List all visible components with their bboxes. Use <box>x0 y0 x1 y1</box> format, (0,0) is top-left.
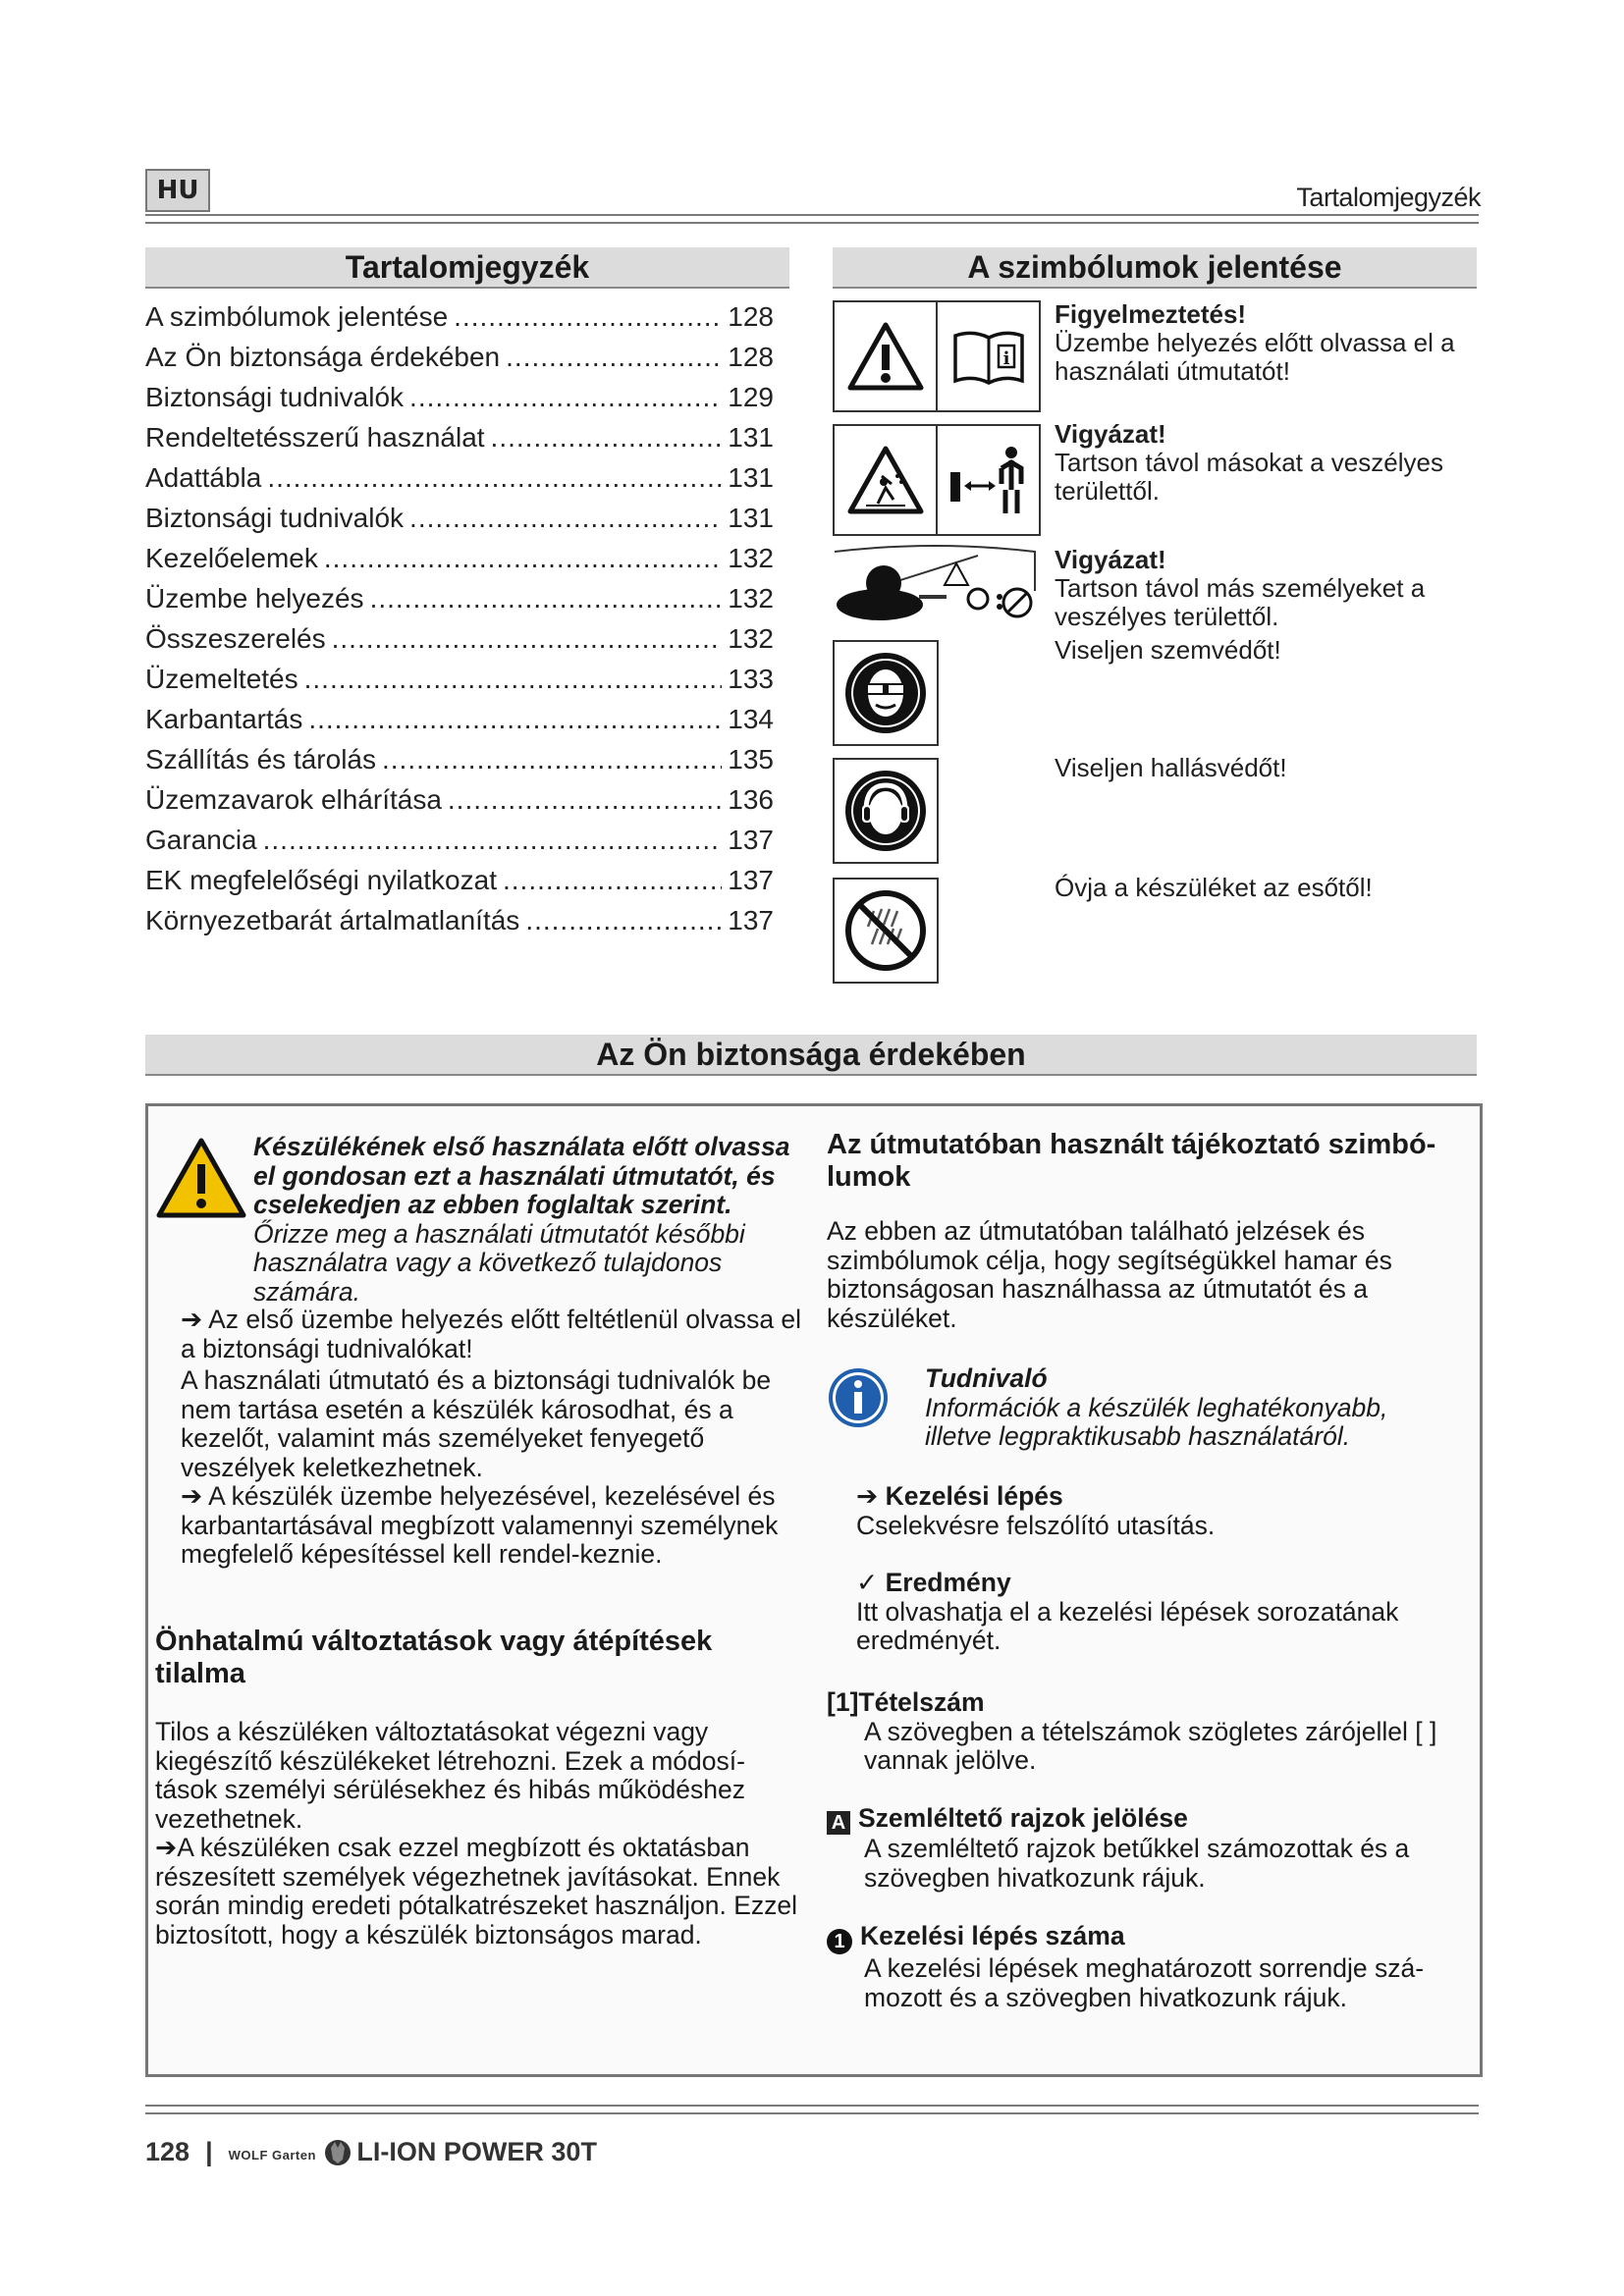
step-number-block: 1 Kezelési lépés száma A kezelési lépések meghatározott sorrendje szá-mozott és a szövegben hivatkozunk rájuk. <box>827 1922 1475 2012</box>
ear-protection-icon <box>835 760 937 862</box>
manual-book-icon <box>936 302 1039 410</box>
model-name: LI-ION POWER 30T <box>356 2136 597 2166</box>
arrow-icon: ➔ <box>181 1481 209 1511</box>
toc-entry[interactable]: Kezelőelemek ..... 132 <box>145 538 774 578</box>
brand-logo: WOLF Garten <box>229 2136 353 2167</box>
info-symbols-heading: Az útmutatóban használt tájékoztató szimbó-lumok <box>827 1129 1436 1193</box>
step-number-badge: 1 <box>827 1929 852 1954</box>
toc-entry[interactable]: Biztonsági tudnivalók ..... 131 <box>145 498 774 538</box>
toc-entry[interactable]: Biztonsági tudnivalók ..... 129 <box>145 377 774 417</box>
warning-triangle-icon <box>835 302 936 410</box>
tip-block: Tudnivaló Információk a készülék leghatékonyabb, illetve legpraktikusabb használatáról. <box>925 1363 1388 1451</box>
check-icon: ✓ <box>856 1568 886 1597</box>
warning-paragraph: Készülékének első használata előtt olvassa el gondosan ezt a használati útmutatót, és cselekedjen az ebben foglaltak szerint. Őrizze meg a használati útmutatót későbbi használatra vagy a következő tulajdonos számára. <box>253 1132 790 1307</box>
toc-entry[interactable]: Üzemzavarok elhárítása ..... 136 <box>145 779 774 820</box>
thrown-objects-warning-icon <box>835 426 936 534</box>
no-rain-icon <box>835 880 937 982</box>
toc-entry[interactable]: Adattábla ..... 131 <box>145 457 774 498</box>
language-badge: HU <box>145 169 210 212</box>
para-consequences: A használati útmutató és a biztonsági tudnivalók be nem tartása esetén a készülék károsodhat, és a kezelőt, valamint más személyeket fenyegető veszélyek keletkezhetnek. <box>181 1365 772 1482</box>
symbol-text-4: Viseljen szemvédőt! <box>1055 635 1281 665</box>
wolf-head-icon <box>323 2138 352 2167</box>
illustration-letter-badge: A <box>827 1811 850 1835</box>
info-icon <box>827 1366 890 1434</box>
symbol-text-3: Vigyázat! Tartson távol más személyeket a veszélyes területtől. <box>1055 545 1426 631</box>
toc-title: Tartalomjegyzék <box>145 247 789 289</box>
symbol-text-2: Vigyázat! Tartson távol másokat a veszélyes területtől. <box>1055 419 1443 506</box>
modification-heading: Önhatalmú változtatások vagy átépítések tilalma <box>155 1626 713 1689</box>
symbol-eye-protection <box>833 640 939 746</box>
info-symbols-text: Az ebben az útmutatóban található jelzések és szimbólumok célja, hogy segítségükkel hamar és biztonságosan használhassa az útmutatót és a készüléket. <box>827 1216 1392 1333</box>
step-read-safety: ➔ Az első üzembe helyezés előtt feltétlenül olvassa el a biztonsági tudnivalókat! <box>181 1305 802 1363</box>
symbol-ear-protection <box>833 758 939 864</box>
page-number: 128 <box>145 2136 190 2166</box>
arrow-icon: ➔ <box>155 1833 178 1862</box>
keep-distance-icon <box>936 426 1039 534</box>
warning-triangle-icon <box>155 1137 247 1224</box>
symbol-text-5: Viseljen hallásvédőt! <box>1055 753 1287 782</box>
toc-entry[interactable]: Rendeltetésszerű használat ..... 131 <box>145 417 774 457</box>
arrow-icon: ➔ <box>181 1305 209 1334</box>
symbol-read-manual <box>833 300 1041 412</box>
illustration-block: A Szemléltető rajzok jelölése A szemléltető rajzok betűkkel számozottak és a szövegben hivatkozunk rájuk. <box>827 1804 1475 1893</box>
toc-entry[interactable]: Összeszerelés ..... 132 <box>145 618 774 659</box>
header-rule <box>145 214 1479 224</box>
toc-list <box>145 296 774 940</box>
step-qualification: ➔ A készülék üzembe helyezésével, kezelésével és karbantartásával megbízott valamennyi személynek megfelelő képesítéssel kell rendel-keznie. <box>181 1481 779 1569</box>
trimmer-distance-icon <box>831 544 1039 626</box>
symbols-title: A szimbólumok jelentése <box>833 247 1477 289</box>
safety-title: Az Ön biztonsága érdekében <box>145 1035 1477 1076</box>
toc-entry[interactable]: Szállítás és tárolás ..... 135 <box>145 739 774 779</box>
toc-entry[interactable]: A szimbólumok jelentése ..... 128 <box>145 296 774 337</box>
running-head: Tartalomjegyzék <box>1296 183 1481 212</box>
toc-entry[interactable]: Karbantartás ..... 134 <box>145 699 774 739</box>
eye-protection-icon <box>835 642 937 744</box>
toc-entry[interactable]: Az Ön biztonsága érdekében ..... 128 <box>145 337 774 377</box>
symbol-keep-away <box>833 424 1041 536</box>
svg-text:i: i <box>1002 348 1009 369</box>
toc-entry[interactable]: EK megfelelőségi nyilatkozat ..... 137 <box>145 860 774 900</box>
footer <box>145 2136 597 2167</box>
modification-text: Tilos a készüléken változtatásokat végezni vagy kiegészítő készülékeket létrehozni. Ezek a módosí-tások személyi sérülésekhez és hibás működéshez vezethetnek. <box>155 1717 745 1834</box>
result-block: ✓ Eredmény Itt olvashatja el a kezelési lépések sorozatának eredményét. <box>856 1568 1399 1655</box>
footer-rule <box>145 2105 1479 2114</box>
item-number-block: [1]Tételszám A szövegben a tételszámok szögletes zárójellel [ ] vannak jelölve. <box>827 1687 1437 1775</box>
toc-entry[interactable]: Környezetbarát ártalmatlanítás ..... 137 <box>145 900 774 940</box>
symbol-text-1: Figyelmeztetés! Üzembe helyezés előtt olvassa el a használati útmutatót! <box>1055 299 1455 386</box>
footer-separator: | <box>205 2136 213 2166</box>
action-step-block: ➔ Kezelési lépés Cselekvésre felszólító utasítás. <box>856 1481 1216 1540</box>
modification-step: ➔A készüléken csak ezzel megbízott és oktatásban részesített személyek végezhetnek javításokat. Ennek során mindig eredeti pótalkatrészeket használjon. Ezzel biztosított, hogy a készülék biztonságos marad. <box>155 1833 798 1949</box>
symbol-text-6: Óvja a készüléket az esőtől! <box>1055 873 1373 902</box>
toc-entry[interactable]: Üzemeltetés ..... 133 <box>145 659 774 699</box>
toc-entry[interactable]: Garancia ..... 137 <box>145 820 774 860</box>
symbol-no-rain <box>833 878 939 984</box>
arrow-icon: ➔ <box>856 1481 886 1511</box>
toc-entry[interactable]: Üzembe helyezés ..... 132 <box>145 578 774 618</box>
